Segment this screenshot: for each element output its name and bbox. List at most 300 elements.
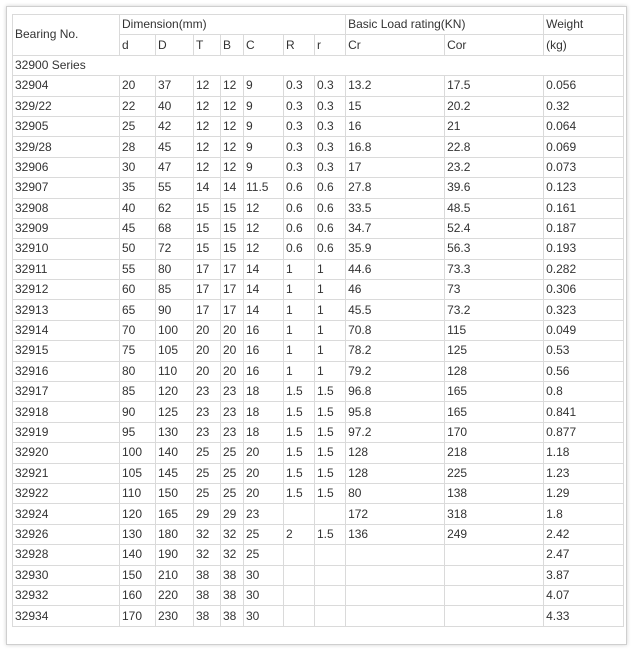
B-cell: 23 (221, 422, 244, 442)
weight-cell: 0.8 (544, 382, 624, 402)
R-cell (284, 504, 315, 524)
D-cell: 47 (156, 157, 194, 177)
C-cell: 18 (244, 382, 284, 402)
C-cell: 18 (244, 402, 284, 422)
D-cell: 62 (156, 198, 194, 218)
R-cell: 1.5 (284, 443, 315, 463)
d-cell: 65 (120, 300, 156, 320)
header-row-1 (13, 15, 624, 35)
cr-cell (346, 585, 445, 605)
weight-cell: 0.877 (544, 422, 624, 442)
T-cell: 15 (194, 198, 221, 218)
T-cell: 12 (194, 76, 221, 96)
r-cell: 0.6 (315, 218, 346, 238)
weight-cell: 0.069 (544, 137, 624, 157)
T-cell: 14 (194, 178, 221, 198)
B-cell: 32 (221, 545, 244, 565)
cor-cell: 115 (445, 320, 544, 340)
bearing-no-cell: 329/22 (13, 96, 120, 116)
T-cell: 17 (194, 259, 221, 279)
C-cell: 18 (244, 422, 284, 442)
D-cell: 55 (156, 178, 194, 198)
cr-cell: 27.8 (346, 178, 445, 198)
cor-cell (445, 545, 544, 565)
D-cell: 40 (156, 96, 194, 116)
col-header-R: R (284, 35, 315, 55)
D-cell: 80 (156, 259, 194, 279)
d-cell: 70 (120, 320, 156, 340)
d-cell: 100 (120, 443, 156, 463)
D-cell: 190 (156, 545, 194, 565)
B-cell: 23 (221, 382, 244, 402)
table-row (13, 76, 624, 96)
B-cell: 12 (221, 137, 244, 157)
B-cell: 25 (221, 483, 244, 503)
table-row (13, 320, 624, 340)
bearing-no-cell: 32915 (13, 341, 120, 361)
R-cell (284, 565, 315, 585)
r-cell: 1.5 (315, 463, 346, 483)
load-rating-header: Basic Load rating(KN) (346, 15, 544, 35)
weight-cell: 0.123 (544, 178, 624, 198)
T-cell: 23 (194, 382, 221, 402)
cr-cell: 96.8 (346, 382, 445, 402)
D-cell: 85 (156, 280, 194, 300)
table-row (13, 443, 624, 463)
table-frame (6, 6, 627, 645)
R-cell: 2 (284, 524, 315, 544)
cor-cell: 225 (445, 463, 544, 483)
D-cell: 45 (156, 137, 194, 157)
table-row (13, 280, 624, 300)
cr-cell: 17 (346, 157, 445, 177)
R-cell: 0.6 (284, 218, 315, 238)
B-cell: 29 (221, 504, 244, 524)
C-cell: 25 (244, 524, 284, 544)
B-cell: 12 (221, 96, 244, 116)
bearing-no-cell: 32904 (13, 76, 120, 96)
C-cell: 9 (244, 96, 284, 116)
col-header-weight-unit: (kg) (544, 35, 624, 55)
cr-cell: 128 (346, 443, 445, 463)
C-cell: 14 (244, 259, 284, 279)
bearing-no-cell: 32911 (13, 259, 120, 279)
T-cell: 15 (194, 239, 221, 259)
cr-cell: 45.5 (346, 300, 445, 320)
cr-cell: 44.6 (346, 259, 445, 279)
T-cell: 32 (194, 545, 221, 565)
C-cell: 11.5 (244, 178, 284, 198)
R-cell: 0.6 (284, 178, 315, 198)
r-cell (315, 545, 346, 565)
cr-cell: 46 (346, 280, 445, 300)
weight-cell: 1.29 (544, 483, 624, 503)
weight-cell: 0.073 (544, 157, 624, 177)
B-cell: 20 (221, 320, 244, 340)
bearing-no-cell: 32906 (13, 157, 120, 177)
d-cell: 22 (120, 96, 156, 116)
T-cell: 29 (194, 504, 221, 524)
B-cell: 38 (221, 585, 244, 605)
r-cell: 0.3 (315, 76, 346, 96)
cor-cell: 21 (445, 116, 544, 136)
C-cell: 12 (244, 239, 284, 259)
weight-cell: 0.049 (544, 320, 624, 340)
bearing-no-cell: 32912 (13, 280, 120, 300)
weight-cell: 0.064 (544, 116, 624, 136)
C-cell: 14 (244, 300, 284, 320)
B-cell: 14 (221, 178, 244, 198)
bearing-no-cell: 32913 (13, 300, 120, 320)
bearing-no-cell: 32924 (13, 504, 120, 524)
C-cell: 9 (244, 157, 284, 177)
table-row (13, 198, 624, 218)
r-cell: 1.5 (315, 422, 346, 442)
weight-cell: 0.187 (544, 218, 624, 238)
R-cell: 1 (284, 320, 315, 340)
cr-cell: 70.8 (346, 320, 445, 340)
d-cell: 160 (120, 585, 156, 605)
d-cell: 110 (120, 483, 156, 503)
cor-cell: 17.5 (445, 76, 544, 96)
cr-cell (346, 545, 445, 565)
D-cell: 130 (156, 422, 194, 442)
D-cell: 42 (156, 116, 194, 136)
C-cell: 9 (244, 137, 284, 157)
cr-cell: 78.2 (346, 341, 445, 361)
table-row (13, 300, 624, 320)
table-row (13, 341, 624, 361)
r-cell: 0.3 (315, 96, 346, 116)
bearing-no-cell: 32917 (13, 382, 120, 402)
cr-cell: 97.2 (346, 422, 445, 442)
table-row (13, 402, 624, 422)
col-header-d: d (120, 35, 156, 55)
weight-cell: 0.56 (544, 361, 624, 381)
bearing-no-cell: 32916 (13, 361, 120, 381)
weight-cell: 2.47 (544, 545, 624, 565)
C-cell: 25 (244, 545, 284, 565)
weight-cell: 1.18 (544, 443, 624, 463)
T-cell: 23 (194, 422, 221, 442)
table-row (13, 585, 624, 605)
cor-cell: 165 (445, 382, 544, 402)
col-header-cr: Cr (346, 35, 445, 55)
bearing-no-cell: 32909 (13, 218, 120, 238)
table-row (13, 524, 624, 544)
D-cell: 37 (156, 76, 194, 96)
r-cell: 0.6 (315, 239, 346, 259)
r-cell: 1.5 (315, 483, 346, 503)
table-body (13, 76, 624, 627)
table-row (13, 137, 624, 157)
d-cell: 85 (120, 382, 156, 402)
bearing-no-cell: 32934 (13, 606, 120, 626)
weight-cell: 1.23 (544, 463, 624, 483)
C-cell: 30 (244, 606, 284, 626)
d-cell: 55 (120, 259, 156, 279)
bearing-no-header: Bearing No. (13, 15, 120, 56)
cor-cell: 52.4 (445, 218, 544, 238)
D-cell: 90 (156, 300, 194, 320)
cor-cell: 39.6 (445, 178, 544, 198)
d-cell: 130 (120, 524, 156, 544)
d-cell: 28 (120, 137, 156, 157)
table-row (13, 239, 624, 259)
table-row (13, 157, 624, 177)
R-cell: 1 (284, 280, 315, 300)
cr-cell: 172 (346, 504, 445, 524)
d-cell: 30 (120, 157, 156, 177)
table-row (13, 361, 624, 381)
C-cell: 12 (244, 218, 284, 238)
d-cell: 80 (120, 361, 156, 381)
C-cell: 14 (244, 280, 284, 300)
cor-cell: 23.2 (445, 157, 544, 177)
r-cell: 0.6 (315, 198, 346, 218)
cr-cell: 35.9 (346, 239, 445, 259)
cr-cell: 16.8 (346, 137, 445, 157)
D-cell: 72 (156, 239, 194, 259)
T-cell: 38 (194, 606, 221, 626)
table-row (13, 504, 624, 524)
table-row (13, 422, 624, 442)
d-cell: 95 (120, 422, 156, 442)
C-cell: 16 (244, 341, 284, 361)
T-cell: 25 (194, 443, 221, 463)
cr-cell: 13.2 (346, 76, 445, 96)
bearing-no-cell: 329/28 (13, 137, 120, 157)
col-header-B: B (221, 35, 244, 55)
D-cell: 150 (156, 483, 194, 503)
d-cell: 35 (120, 178, 156, 198)
weight-cell: 0.282 (544, 259, 624, 279)
table-row (13, 483, 624, 503)
T-cell: 20 (194, 341, 221, 361)
cr-cell: 79.2 (346, 361, 445, 381)
table-row (13, 382, 624, 402)
T-cell: 38 (194, 565, 221, 585)
cr-cell: 16 (346, 116, 445, 136)
D-cell: 120 (156, 382, 194, 402)
C-cell: 9 (244, 76, 284, 96)
bearing-no-cell: 32926 (13, 524, 120, 544)
r-cell: 0.3 (315, 157, 346, 177)
T-cell: 17 (194, 300, 221, 320)
r-cell (315, 565, 346, 585)
bearing-no-cell: 32905 (13, 116, 120, 136)
cr-cell: 15 (346, 96, 445, 116)
cr-cell: 128 (346, 463, 445, 483)
bearing-no-cell: 32920 (13, 443, 120, 463)
T-cell: 15 (194, 218, 221, 238)
dimension-header: Dimension(mm) (120, 15, 346, 35)
weight-cell: 0.841 (544, 402, 624, 422)
T-cell: 32 (194, 524, 221, 544)
bearing-no-cell: 32908 (13, 198, 120, 218)
C-cell: 9 (244, 116, 284, 136)
bearing-no-cell: 32918 (13, 402, 120, 422)
weight-cell: 4.07 (544, 585, 624, 605)
R-cell: 0.6 (284, 198, 315, 218)
cor-cell: 170 (445, 422, 544, 442)
r-cell: 1 (315, 300, 346, 320)
bearing-no-cell: 32922 (13, 483, 120, 503)
bearing-no-cell: 32921 (13, 463, 120, 483)
R-cell: 0.3 (284, 96, 315, 116)
series-label: 32900 Series (13, 55, 624, 75)
weight-cell: 0.161 (544, 198, 624, 218)
bearing-no-cell: 32910 (13, 239, 120, 259)
bearing-no-cell: 32919 (13, 422, 120, 442)
R-cell: 0.3 (284, 76, 315, 96)
table-row (13, 218, 624, 238)
cor-cell: 138 (445, 483, 544, 503)
R-cell: 1.5 (284, 483, 315, 503)
weight-header: Weight (544, 15, 624, 35)
R-cell (284, 545, 315, 565)
R-cell: 0.3 (284, 116, 315, 136)
cor-cell: 165 (445, 402, 544, 422)
d-cell: 170 (120, 606, 156, 626)
col-header-D: D (156, 35, 194, 55)
cor-cell: 318 (445, 504, 544, 524)
B-cell: 38 (221, 565, 244, 585)
B-cell: 20 (221, 361, 244, 381)
weight-cell: 1.8 (544, 504, 624, 524)
d-cell: 75 (120, 341, 156, 361)
cor-cell: 249 (445, 524, 544, 544)
weight-cell: 0.32 (544, 96, 624, 116)
T-cell: 25 (194, 483, 221, 503)
table-row (13, 96, 624, 116)
R-cell: 1.5 (284, 463, 315, 483)
weight-cell: 2.42 (544, 524, 624, 544)
D-cell: 180 (156, 524, 194, 544)
T-cell: 25 (194, 463, 221, 483)
r-cell (315, 606, 346, 626)
T-cell: 20 (194, 320, 221, 340)
R-cell (284, 606, 315, 626)
T-cell: 17 (194, 280, 221, 300)
B-cell: 12 (221, 76, 244, 96)
d-cell: 60 (120, 280, 156, 300)
weight-cell: 0.193 (544, 239, 624, 259)
B-cell: 17 (221, 300, 244, 320)
cr-cell: 80 (346, 483, 445, 503)
B-cell: 15 (221, 198, 244, 218)
D-cell: 140 (156, 443, 194, 463)
col-header-cor: Cor (445, 35, 544, 55)
R-cell (284, 585, 315, 605)
C-cell: 30 (244, 565, 284, 585)
r-cell: 0.3 (315, 116, 346, 136)
cor-cell: 73.3 (445, 259, 544, 279)
cor-cell: 56.3 (445, 239, 544, 259)
D-cell: 68 (156, 218, 194, 238)
bearing-spec-table (12, 14, 624, 627)
R-cell: 1 (284, 361, 315, 381)
D-cell: 165 (156, 504, 194, 524)
T-cell: 23 (194, 402, 221, 422)
r-cell: 1 (315, 341, 346, 361)
D-cell: 110 (156, 361, 194, 381)
cr-cell: 34.7 (346, 218, 445, 238)
C-cell: 20 (244, 463, 284, 483)
cr-cell (346, 606, 445, 626)
cor-cell (445, 565, 544, 585)
r-cell: 1 (315, 280, 346, 300)
col-header-r: r (315, 35, 346, 55)
C-cell: 23 (244, 504, 284, 524)
table-row (13, 463, 624, 483)
table-row (13, 259, 624, 279)
col-header-T: T (194, 35, 221, 55)
B-cell: 20 (221, 341, 244, 361)
B-cell: 15 (221, 218, 244, 238)
T-cell: 38 (194, 585, 221, 605)
d-cell: 25 (120, 116, 156, 136)
r-cell: 1.5 (315, 443, 346, 463)
D-cell: 125 (156, 402, 194, 422)
B-cell: 17 (221, 280, 244, 300)
cor-cell: 22.8 (445, 137, 544, 157)
r-cell: 1.5 (315, 402, 346, 422)
bearing-no-cell: 32928 (13, 545, 120, 565)
B-cell: 25 (221, 463, 244, 483)
table-row (13, 606, 624, 626)
C-cell: 16 (244, 320, 284, 340)
bearing-no-cell: 32914 (13, 320, 120, 340)
D-cell: 105 (156, 341, 194, 361)
r-cell: 1.5 (315, 524, 346, 544)
cr-cell: 33.5 (346, 198, 445, 218)
d-cell: 20 (120, 76, 156, 96)
cor-cell: 128 (445, 361, 544, 381)
bearing-no-cell: 32930 (13, 565, 120, 585)
B-cell: 12 (221, 116, 244, 136)
weight-cell: 0.323 (544, 300, 624, 320)
B-cell: 17 (221, 259, 244, 279)
B-cell: 12 (221, 157, 244, 177)
d-cell: 105 (120, 463, 156, 483)
weight-cell: 3.87 (544, 565, 624, 585)
C-cell: 30 (244, 585, 284, 605)
bearing-no-cell: 32932 (13, 585, 120, 605)
R-cell: 1 (284, 300, 315, 320)
C-cell: 20 (244, 483, 284, 503)
D-cell: 100 (156, 320, 194, 340)
cr-cell (346, 565, 445, 585)
cor-cell: 20.2 (445, 96, 544, 116)
R-cell: 0.6 (284, 239, 315, 259)
d-cell: 90 (120, 402, 156, 422)
r-cell: 0.6 (315, 178, 346, 198)
r-cell: 1 (315, 259, 346, 279)
D-cell: 230 (156, 606, 194, 626)
cor-cell (445, 606, 544, 626)
cor-cell (445, 585, 544, 605)
B-cell: 25 (221, 443, 244, 463)
cr-cell: 136 (346, 524, 445, 544)
T-cell: 12 (194, 157, 221, 177)
weight-cell: 0.53 (544, 341, 624, 361)
d-cell: 50 (120, 239, 156, 259)
d-cell: 140 (120, 545, 156, 565)
d-cell: 40 (120, 198, 156, 218)
r-cell: 1 (315, 320, 346, 340)
cr-cell: 95.8 (346, 402, 445, 422)
